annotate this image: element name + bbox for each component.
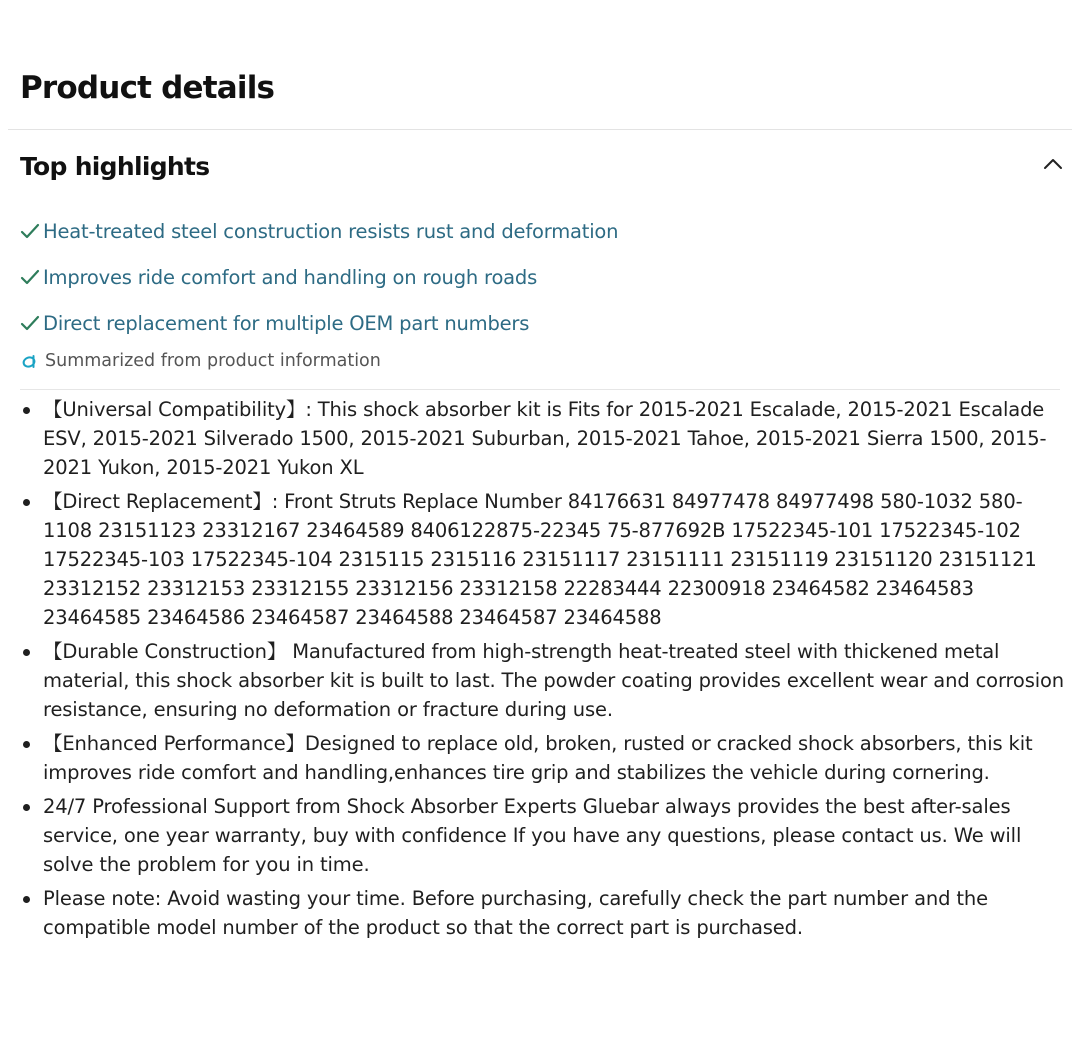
detail-item: 【Durable Construction】 Manufactured from high-strength heat-treated steel with thickened metal material, this shock absorber kit is built to last. The powder coating provides excellent wear and corrosion resistance, ensuring no deformation or fracture during use. [43,637,1068,724]
highlight-item [20,300,618,346]
highlight-text: Direct replacement for multiple OEM part numbers [43,311,530,335]
ai-sparkle-icon [20,352,38,370]
detail-item: 【Universal Compatibility】: This shock absorber kit is Fits for 2015-2021 Escalade, 2015-2021 Escalade ESV, 2015-2021 Silverado 1500, 2015-2021 Suburban, 2015-2021 Tahoe, 2015-2021 Sierra 1500, 2015-2021 Yukon, 2015-2021 Yukon XL [43,395,1068,482]
highlight-item [20,208,618,254]
section-title: Top highlights [20,152,210,181]
summary-text: Summarized from product information [45,351,381,371]
highlights-list [20,208,618,346]
page-title: Product details [20,70,275,106]
divider [20,389,1060,390]
check-icon [20,313,40,333]
check-icon [20,267,40,287]
product-details-list [43,395,1068,947]
highlight-text: Heat-treated steel construction resists rust and deformation [43,219,619,243]
detail-item: 【Direct Replacement】: Front Struts Replace Number 84176631 84977478 84977498 580-1032 580-1108 23151123 23312167 23464589 8406122875-22345 75-877692B 17522345-101 17522345-102 17522345-103 17522345-104 2315115 2315116 23151117 23151111 23151119 23151120 23151121 23312152 23312153 23312155 23312156 23312158 22283444 22300918 23464582 23464583 23464585 23464586 23464587 23464588 23464587 23464588 [43,487,1068,632]
chevron-up-icon[interactable] [1041,152,1065,176]
detail-item: 【Enhanced Performance】Designed to replace old, broken, rusted or cracked shock absorbers, this kit improves ride comfort and handling,enhances tire grip and stabilizes the vehicle during cornering. [43,729,1068,787]
highlight-item [20,254,618,300]
check-icon [20,221,40,241]
detail-item: 24/7 Professional Support from Shock Absorber Experts Gluebar always provides the best after-sales service, one year warranty, buy with confidence If you have any questions, please contact us. We will solve the problem for you in time. [43,792,1068,879]
detail-item: Please note: Avoid wasting your time. Before purchasing, carefully check the part number and the compatible model number of the product so that the correct part is purchased. [43,884,1068,942]
ai-summary-note [20,347,381,375]
divider [8,129,1072,130]
highlight-text: Improves ride comfort and handling on rough roads [43,265,538,289]
top-highlights-header[interactable] [20,150,1065,190]
